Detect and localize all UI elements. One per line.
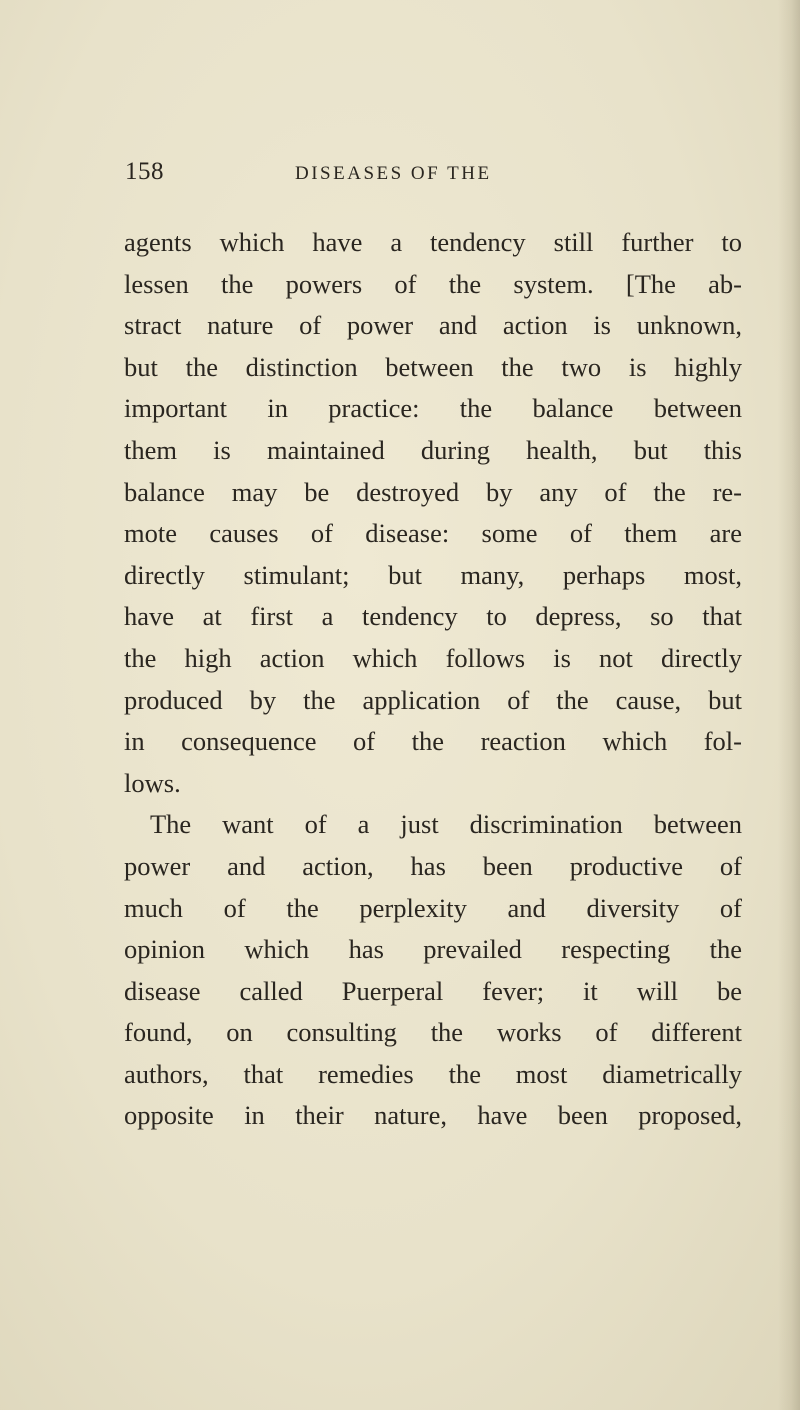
body-text xyxy=(124,222,742,1137)
text-line: The want of a just discrimination between xyxy=(150,809,742,840)
text-line: balance may be destroyed by any of the re- xyxy=(124,476,742,507)
text-line: stract nature of power and action is unknown, xyxy=(124,310,742,341)
running-head: DISEASES OF THE xyxy=(295,163,492,184)
text-line: found, on consulting the works of different xyxy=(124,1017,742,1048)
text-line: lessen the powers of the system. [The ab- xyxy=(124,268,742,299)
text-line: lows. xyxy=(124,767,181,798)
text-line: power and action, has been productive of xyxy=(124,850,742,881)
text-line: but the distinction between the two is highly xyxy=(124,351,742,382)
text-line: disease called Puerperal fever; it will be xyxy=(124,975,742,1006)
text-line: have at first a tendency to depress, so that xyxy=(124,601,742,632)
text-line: agents which have a tendency still further to xyxy=(124,227,742,257)
page-header xyxy=(0,158,800,194)
text-line: in consequence of the reaction which fol- xyxy=(124,726,742,757)
text-line: authors, that remedies the most diametrically xyxy=(124,1058,742,1089)
paragraph-1 xyxy=(124,222,742,804)
text-line: them is maintained during health, but this xyxy=(124,434,742,465)
text-line: directly stimulant; but many, perhaps most, xyxy=(124,559,742,590)
text-line: produced by the application of the cause, but xyxy=(124,684,742,715)
paragraph-2 xyxy=(124,804,742,1137)
text-line: opinion which has prevailed respecting the xyxy=(124,934,742,965)
text-line: mote causes of disease: some of them are xyxy=(124,518,742,549)
text-line: important in practice: the balance between xyxy=(124,393,742,424)
text-line: the high action which follows is not directly xyxy=(124,642,742,673)
text-line: much of the perplexity and diversity of xyxy=(124,892,742,923)
text-line: opposite in their nature, have been proposed, xyxy=(124,1100,742,1131)
page-number: 158 xyxy=(125,158,164,185)
page-edge-shadow xyxy=(778,0,800,1410)
